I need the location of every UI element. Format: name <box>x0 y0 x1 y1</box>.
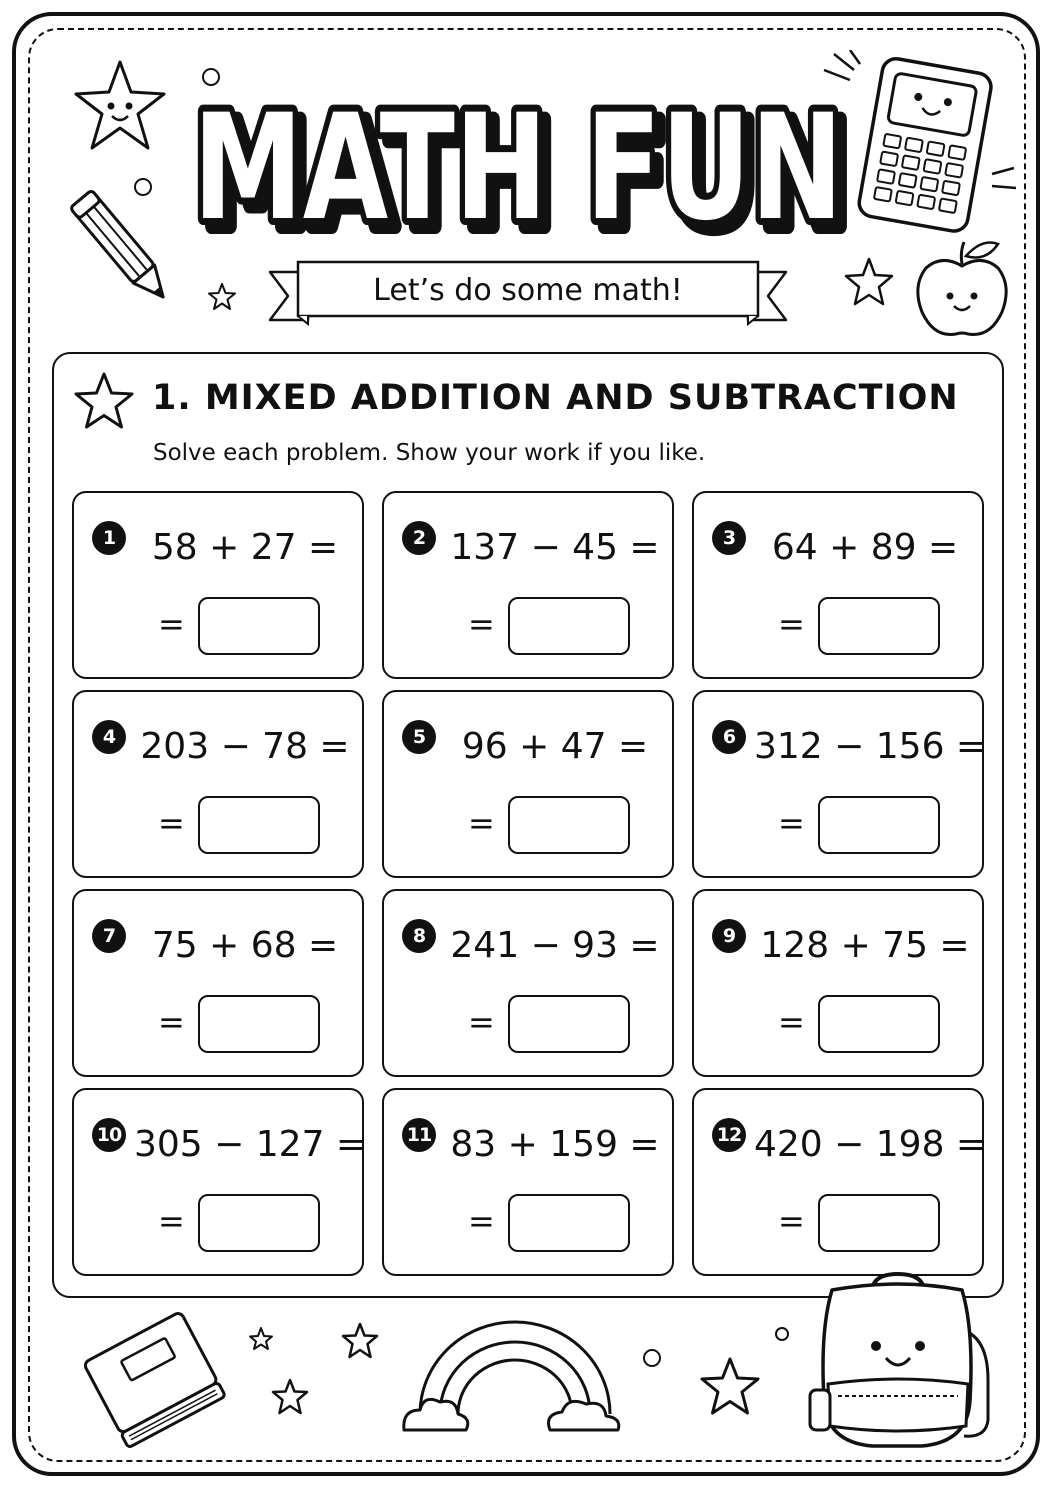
star-icon <box>206 282 238 312</box>
answer-box[interactable] <box>198 796 320 854</box>
problem-number-badge: 2 <box>402 521 436 555</box>
answer-box[interactable] <box>508 796 630 854</box>
answer-box[interactable] <box>818 995 940 1053</box>
problem-card <box>382 491 674 679</box>
answer-box[interactable] <box>198 1194 320 1252</box>
small-circle-icon <box>200 66 222 88</box>
backpack-icon <box>802 1270 996 1452</box>
section-star-icon <box>72 370 136 432</box>
equals-sign: = <box>468 804 495 842</box>
problem-expression: 420 − 198 = <box>754 1124 987 1165</box>
section-instruction: Solve each problem. Show your work if you like. <box>153 440 706 466</box>
star-icon <box>270 1378 310 1416</box>
calculator-icon <box>820 50 1020 240</box>
answer-box[interactable] <box>508 597 630 655</box>
equals-sign: = <box>158 1003 185 1041</box>
problem-number-badge: 7 <box>92 919 126 953</box>
title-shadow: MATH FUN <box>201 91 851 258</box>
pencil-icon <box>60 178 184 318</box>
problem-card <box>72 491 364 679</box>
star-icon <box>842 256 896 308</box>
problem-number-badge: 4 <box>92 720 126 754</box>
equals-sign: = <box>778 804 805 842</box>
section-title: 1. MIXED ADDITION AND SUBTRACTION <box>152 378 959 418</box>
problem-card <box>72 1088 367 1276</box>
problem-expression: 83 + 159 = <box>450 1124 660 1165</box>
problem-expression: 312 − 156 = <box>754 726 987 767</box>
equals-sign: = <box>778 1003 805 1041</box>
banner-text: Let’s do some math! <box>373 273 683 308</box>
title-fill: MATH FUN <box>193 83 843 253</box>
problem-card <box>692 889 984 1077</box>
page-title <box>170 78 870 258</box>
equals-sign: = <box>468 605 495 643</box>
small-circle-icon <box>772 1324 792 1344</box>
equals-sign: = <box>158 605 185 643</box>
apple-icon <box>912 234 1012 342</box>
book-icon <box>68 1302 238 1452</box>
answer-box[interactable] <box>198 995 320 1053</box>
problem-expression: 203 − 78 = <box>140 726 350 767</box>
problem-expression: 241 − 93 = <box>450 925 660 966</box>
problem-number-badge: 3 <box>712 521 746 555</box>
problem-card <box>692 690 987 878</box>
star-icon <box>248 1326 274 1352</box>
problem-expression: 58 + 27 = <box>151 527 339 568</box>
problem-expression: 305 − 127 = <box>134 1124 367 1165</box>
problem-number-badge: 10 <box>92 1118 126 1152</box>
problem-card <box>72 690 364 878</box>
equals-sign: = <box>158 804 185 842</box>
star-icon <box>340 1322 380 1360</box>
problem-number-badge: 11 <box>402 1118 436 1152</box>
problem-card <box>692 1088 987 1276</box>
rainbow-icon <box>400 1314 630 1438</box>
problem-number-badge: 9 <box>712 919 746 953</box>
problem-expression: 96 + 47 = <box>461 726 649 767</box>
title-outline: MATH FUN <box>193 83 843 253</box>
problem-card <box>382 1088 674 1276</box>
problem-number-badge: 12 <box>712 1118 746 1152</box>
small-circle-icon <box>640 1346 664 1370</box>
problem-expression: 137 − 45 = <box>450 527 660 568</box>
problem-number-badge: 8 <box>402 919 436 953</box>
answer-box[interactable] <box>508 1194 630 1252</box>
problem-expression: 75 + 68 = <box>151 925 339 966</box>
equals-sign: = <box>158 1202 185 1240</box>
answer-box[interactable] <box>818 597 940 655</box>
smiling-star-icon <box>70 58 170 154</box>
problem-number-badge: 6 <box>712 720 746 754</box>
problem-expression: 128 + 75 = <box>760 925 970 966</box>
problem-card <box>692 491 984 679</box>
answer-box[interactable] <box>818 796 940 854</box>
problem-card <box>72 889 364 1077</box>
problem-number-badge: 1 <box>92 521 126 555</box>
answer-box[interactable] <box>818 1194 940 1252</box>
problem-number-badge: 5 <box>402 720 436 754</box>
answer-box[interactable] <box>198 597 320 655</box>
problem-expression: 64 + 89 = <box>771 527 959 568</box>
problem-card <box>382 690 674 878</box>
equals-sign: = <box>778 1202 805 1240</box>
equals-sign: = <box>468 1202 495 1240</box>
equals-sign: = <box>468 1003 495 1041</box>
problem-card <box>382 889 674 1077</box>
equals-sign: = <box>778 605 805 643</box>
problem-grid <box>72 491 987 1277</box>
star-icon <box>698 1356 762 1418</box>
answer-box[interactable] <box>508 995 630 1053</box>
